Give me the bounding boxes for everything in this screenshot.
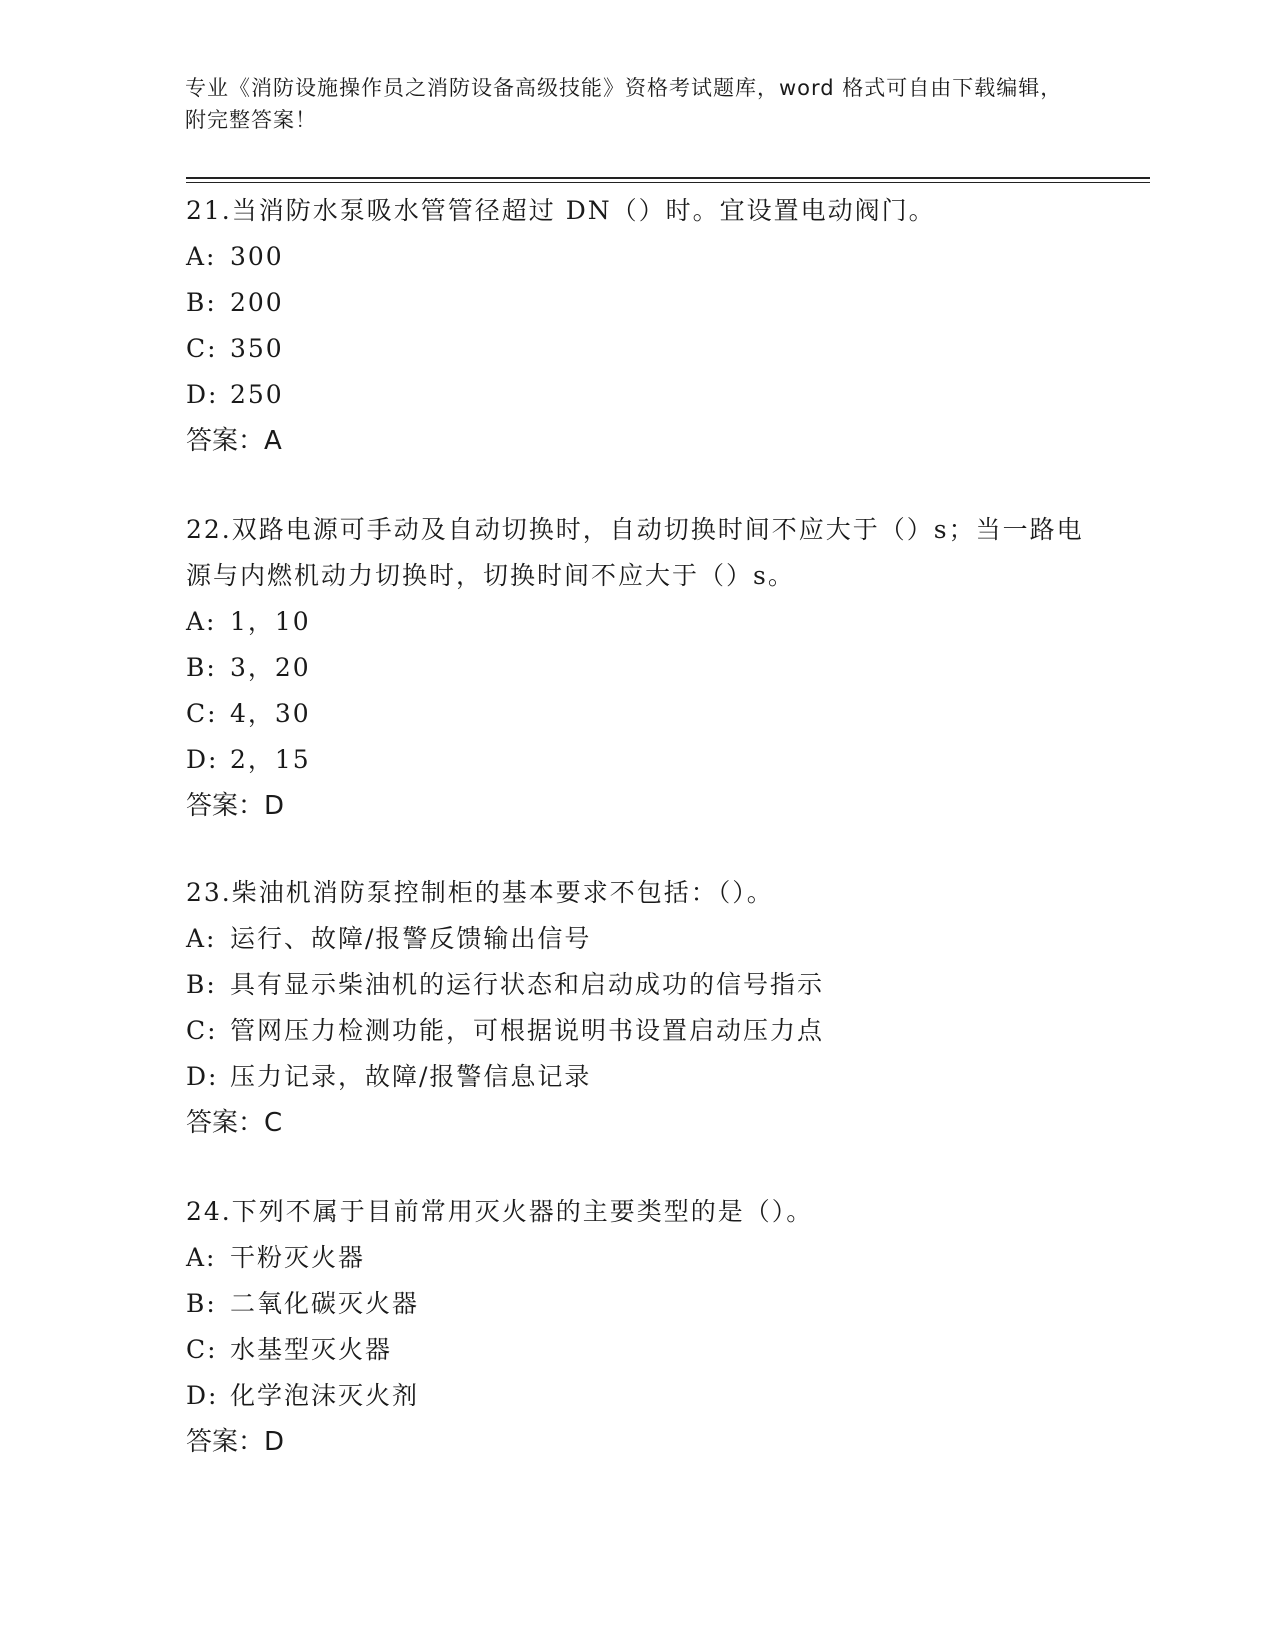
question-stem: 21.当消防水泵吸水管管径超过 DN（）时。宜设置电动阀门。: [186, 196, 936, 225]
option-key: C:: [186, 1335, 218, 1364]
question-24: [186, 1189, 1086, 1465]
answer-line: 答案：D: [186, 791, 285, 821]
option-key: D:: [186, 1381, 219, 1410]
option-key: C:: [186, 334, 218, 363]
option-a: [186, 599, 1086, 645]
option-text: 300: [230, 242, 284, 271]
answer-line: 答案：D: [186, 1427, 285, 1457]
option-b: [186, 280, 1086, 326]
option-text: 化学泡沫灭火剂: [230, 1381, 420, 1410]
option-text: 2，15: [230, 745, 311, 774]
option-c: [186, 326, 1086, 372]
option-c: [186, 1327, 1086, 1373]
option-text: 压力记录，故障/报警信息记录: [230, 1062, 592, 1091]
question-22: [186, 507, 1086, 829]
option-key: A:: [186, 242, 217, 271]
document-header: 专业《消防设施操作员之消防设备高级技能》资格考试题库，word 格式可自由下载编辑，附完整答案！: [185, 76, 1063, 132]
header-divider-thick: [186, 177, 1150, 179]
option-d: [186, 1054, 1086, 1100]
option-text: 3，20: [230, 653, 311, 682]
option-c: [186, 691, 1086, 737]
option-key: C:: [186, 699, 218, 728]
option-text: 具有显示柴油机的运行状态和启动成功的信号指示: [230, 970, 825, 999]
option-key: A:: [186, 607, 217, 636]
option-key: A:: [186, 924, 217, 953]
option-c: [186, 1008, 1086, 1054]
option-text: 干粉灭火器: [230, 1243, 366, 1272]
option-key: B:: [186, 653, 217, 682]
option-key: B:: [186, 1289, 217, 1318]
option-b: [186, 962, 1086, 1008]
option-a: [186, 1235, 1086, 1281]
answer-line: 答案：C: [186, 1108, 283, 1138]
option-text: 水基型灭火器: [230, 1335, 393, 1364]
option-a: [186, 916, 1086, 962]
option-text: 250: [230, 380, 284, 409]
option-key: B:: [186, 288, 217, 317]
answer-line: 答案：A: [186, 426, 282, 456]
option-key: D:: [186, 380, 219, 409]
option-key: D:: [186, 745, 219, 774]
option-text: 二氧化碳灭火器: [230, 1289, 420, 1318]
question-stem: 23.柴油机消防泵控制柜的基本要求不包括：（）。: [186, 878, 774, 907]
question-23: [186, 870, 1086, 1146]
option-d: [186, 1373, 1086, 1419]
option-text: 运行、故障/报警反馈输出信号: [230, 924, 592, 953]
option-d: [186, 737, 1086, 783]
option-key: B:: [186, 970, 217, 999]
option-key: A:: [186, 1243, 217, 1272]
option-key: C:: [186, 1016, 218, 1045]
option-a: [186, 234, 1086, 280]
header-divider-thin: [186, 182, 1150, 183]
option-text: 350: [230, 334, 284, 363]
question-stem: 24.下列不属于目前常用灭火器的主要类型的是（）。: [186, 1197, 814, 1226]
option-b: [186, 645, 1086, 691]
option-key: D:: [186, 1062, 219, 1091]
question-21: [186, 188, 1086, 464]
option-d: [186, 372, 1086, 418]
option-text: 1，10: [230, 607, 311, 636]
option-text: 管网压力检测功能，可根据说明书设置启动压力点: [230, 1016, 825, 1045]
option-text: 200: [230, 288, 284, 317]
question-stem: 22.双路电源可手动及自动切换时，自动切换时间不应大于（）s；当一路电源与内燃机动力切换时，切换时间不应大于（）s。: [186, 515, 1084, 590]
option-b: [186, 1281, 1086, 1327]
option-text: 4，30: [230, 699, 311, 728]
